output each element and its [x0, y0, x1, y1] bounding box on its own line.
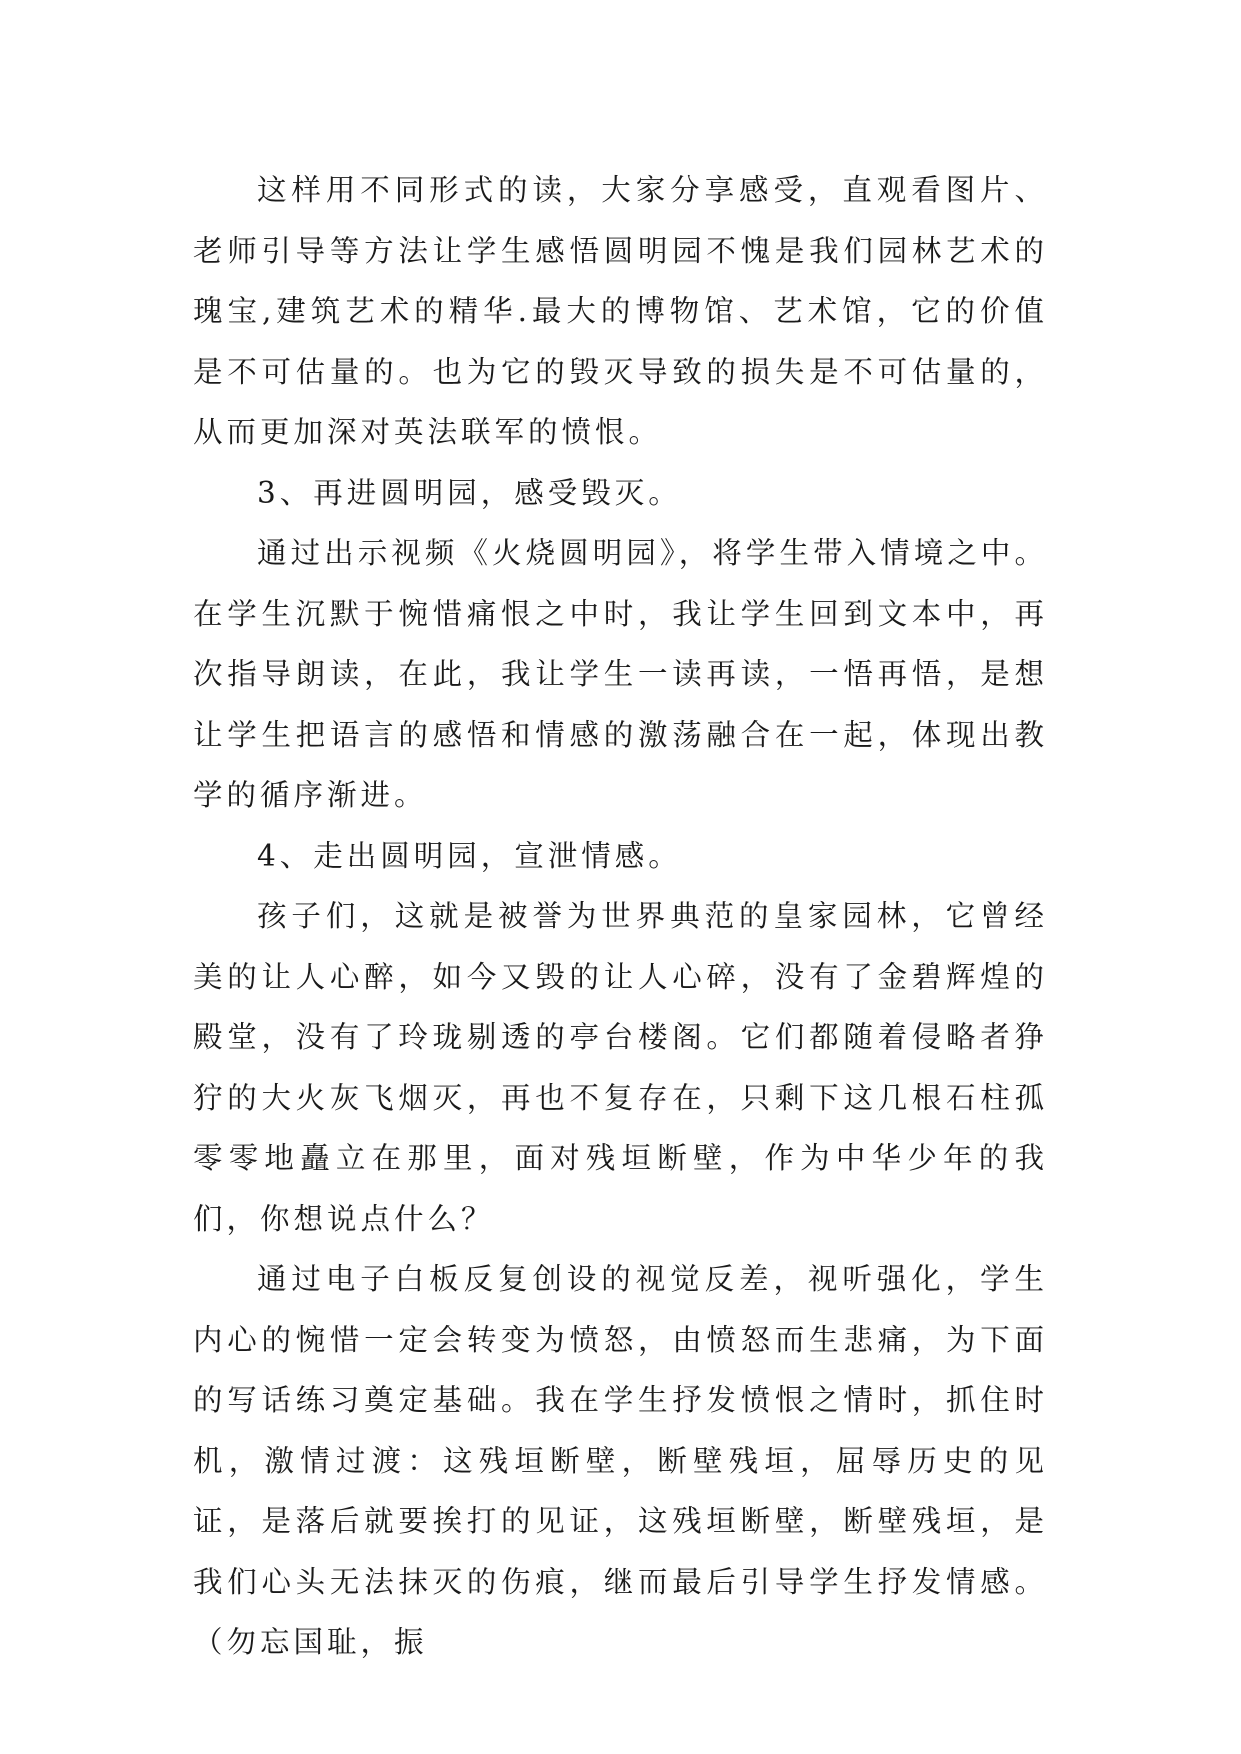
heading-step-4: 4、走出圆明园，宣泄情感。 [257, 838, 682, 873]
paragraph-video: 通过出示视频《火烧圆明园》，将学生带入情境之中。在学生沉默于惋惜痛恨之中时，我让学生回到文本中，再次指导朗读，在此，我让学生一读再读，一悟再悟，是想让学生把语言的感悟和情感的激荡融合在一起，体现出教学的循序渐进。 [193, 536, 1048, 812]
paragraph-whiteboard: 通过电子白板反复创设的视觉反差，视听强化，学生内心的惋惜一定会转变为愤怒，由愤怒而生悲痛，为下面的写话练习奠定基础。我在学生抒发愤恨之情时，抓住时机，激情过渡：这残垣断壁，断壁残垣，屈辱历史的见证，是落后就要挨打的见证，这残垣断壁，断壁残垣，是我们心头无法抹灭的伤痕，继而最后引导学生抒发情感。（勿忘国耻，振 [193, 1262, 1048, 1659]
document-body [193, 160, 1048, 1673]
paragraph-summary: 这样用不同形式的读，大家分享感受，直观看图片、老师引导等方法让学生感悟圆明园不愧是我们园林艺术的瑰宝,建筑艺术的精华.最大的博物馆、艺术馆，它的价值是不可估量的。也为它的毁灭导致的损失是不可估量的，从而更加深对英法联军的愤恨。 [193, 173, 1048, 449]
paragraph-children: 孩子们，这就是被誉为世界典范的皇家园林，它曾经美的让人心醉，如今又毁的让人心碎，没有了金碧辉煌的殿堂，没有了玲珑剔透的亭台楼阁。它们都随着侵略者狰狞的大火灰飞烟灭，再也不复存在，只剩下这几根石柱孤零零地矗立在那里，面对残垣断壁，作为中华少年的我们，你想说点什么？ [193, 899, 1048, 1236]
heading-step-3: 3、再进圆明园，感受毁灭。 [257, 475, 682, 510]
